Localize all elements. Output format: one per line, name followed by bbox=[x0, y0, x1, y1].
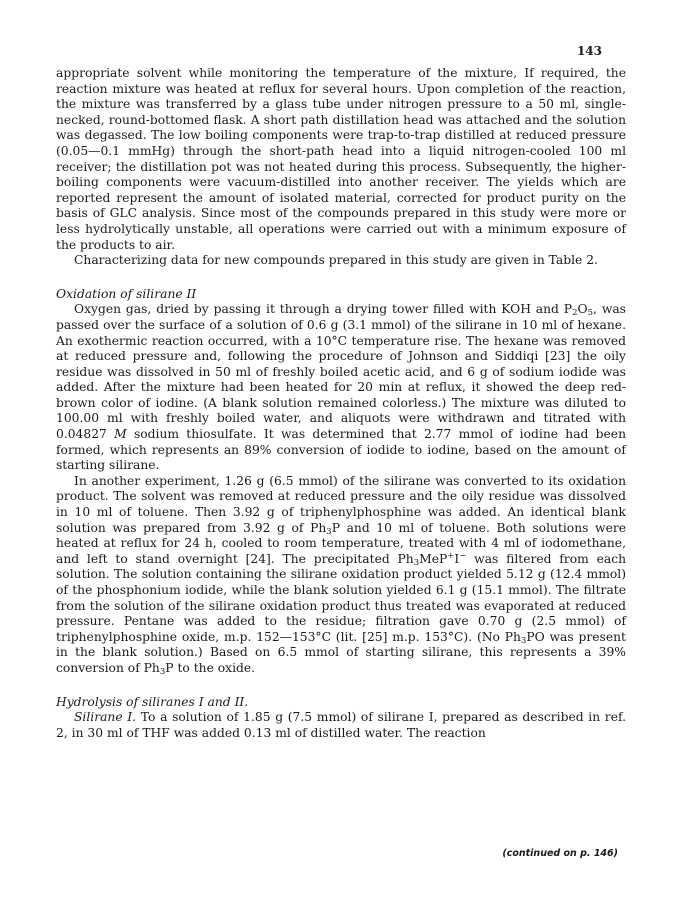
paragraph-oxidation-1: Oxygen gas, dried by passing it through a drying tower filled with KOH and $P_2O_5$, was passed over the surface of a solution of 0.6 g (3.1 mmol) of the silirane in 10 ml of hexane. An exothermic reaction occurred, with a 10°C temperature rise. The hexane was removed at reduced pressure and, following the procedure of Johnson and Siddiqi [23] the oily residue was dissolved in 50 ml of freshly boiled acetic acid, and 6 g of sodium iodide was added. After the mixture had been heated for 20 min at reflux, it showed the deep red-brown color of iodine. (A blank solution remained colorless.) The mixture was diluted to 100.00 ml with freshly boiled water, and aliquots were withdrawn and titrated with 0.04827 M sodium thiosulfate. It was determined that 2.77 mmol of iodine had been formed, which represents an 89% conversion of iodide to iodine, based on the amount of starting silirane. bbox=[56, 302, 626, 473]
section-gap bbox=[56, 677, 626, 695]
paragraph-characterizing-data: Characterizing data for new compounds prepared in this study are given in Table 2. bbox=[74, 253, 598, 268]
paragraph-procedure: appropriate solvent while monitoring the temperature of the mixture, If required, the reaction mixture was heated at reflux for several hours. Upon completion of the reaction, the mixture was transferred by a glass tube under nitrogen pressure to a 50 ml, single-necked, round-bottomed flask. A short path distillation head was attached and the solution was degassed. The low boiling components were trap-to-trap distilled at reduced pressure (0.05—0.1 mmHg) through the short-path head into a liquid nitrogen-cooled 100 ml receiver; the distillation pot was not heated during this process. Subsequently, the higher-boiling components were vacuum-distilled into another receiver. The yields which are reported represent the amount of isolated material, corrected for product purity on the basis of GLC analysis. Since most of the compounds prepared in this study were more or less hydrolytically unstable, all operations were carried out with a minimum exposure of the products to air. bbox=[56, 66, 626, 252]
section-gap bbox=[56, 269, 626, 287]
heading-oxidation: Oxidation of silirane II bbox=[56, 286, 197, 301]
paragraph-oxidation-2: In another experiment, 1.26 g (6.5 mmol) of the silirane was converted to its oxidation product. The solvent was removed at reduced pressure and the oily residue was dissolved in 10 ml of toluene. Then 3.92 g of triphenylphosphine was added. An identical blank solution was prepared from 3.92 g of $Ph_3P$ and 10 ml of toluene. Both solutions were heated at reflux for 24 h, cooled to room temperature, treated with 4 ml of iodomethane, and left to stand overnight [24]. The precipitated $Ph_3MeP^+I^-$ was filtered from each solution. The solution containing the silirane oxidation product yielded 5.12 g (12.4 mmol) of the phosphonium iodide, while the blank solution yielded 6.1 g (15.1 mmol). The filtrate from the solution of the silirane oxidation product thus treated was evaporated at reduced pressure. Pentane was added to the residue; filtration gave 0.70 g (2.5 mmol) of triphenylphosphine oxide, m.p. 152—153°C (lit. [25] m.p. 153°C). (No $Ph_3PO$ was present in the blank solution.) Based on 6.5 mmol of starting silirane, this represents a 39% conversion of $Ph_3P$ to the oxide. bbox=[56, 473, 626, 677]
page-body bbox=[56, 66, 626, 741]
continued-note: (continued on p. 146) bbox=[502, 848, 618, 859]
paragraph-hydrolysis-1: Silirane I. To a solution of 1.85 g (7.5 mmol) of silirane I, prepared as described in ref. 2, in 30 ml of THF was added 0.13 ml of distilled water. The reaction bbox=[56, 710, 626, 740]
heading-hydrolysis: Hydrolysis of siliranes I and II. bbox=[56, 694, 249, 709]
page-number: 143 bbox=[576, 44, 602, 58]
